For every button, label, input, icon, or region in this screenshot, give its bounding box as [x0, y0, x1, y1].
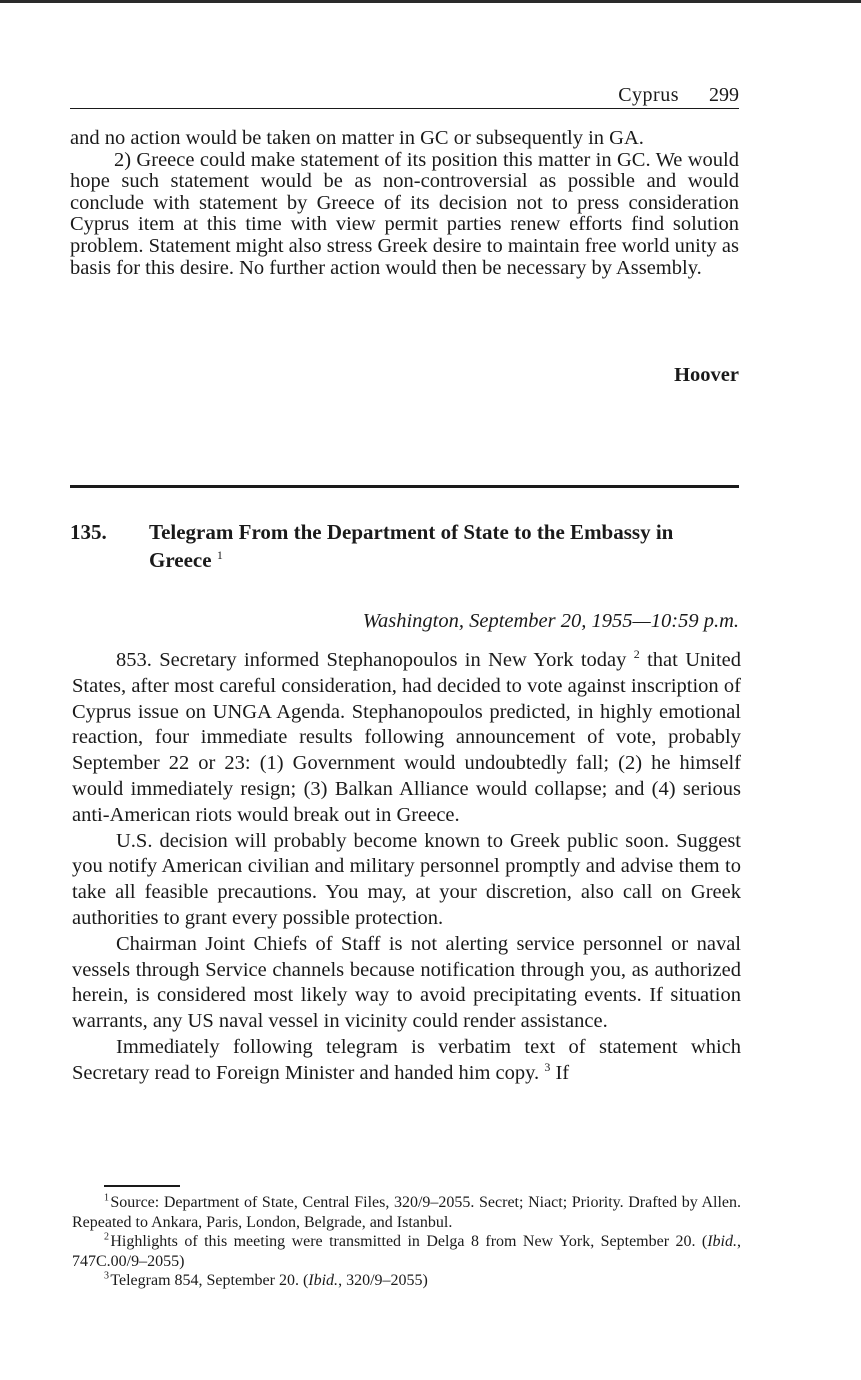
document-number: 135.	[70, 520, 107, 544]
page-number: 299	[709, 84, 739, 106]
continued-paragraph-1: and no action would be taken on matter in GC or subsequently in GA.	[70, 127, 644, 149]
footnote-3	[72, 1271, 741, 1291]
document-title	[149, 518, 739, 574]
signature: Hoover	[674, 364, 739, 386]
continued-paragraph-2: 2) Greece could make statement of its position this matter in GC. We would hope such statement would be as non-controversial as possible and would conclude with statement by Greece of its decision not to press consideration Cyprus item at this time with view permit parties renew efforts find solution problem. Statement might also stress Greek desire to maintain free world unity as basis for this desire. No further action would then be necessary by Assembly.	[70, 148, 739, 279]
footnote-2-text-a: Highlights of this meeting were transmitted in Delga 8 from New York, September 20. (	[110, 1233, 708, 1250]
body-paragraph-3: Chairman Joint Chiefs of Staff is not alerting service personnel or naval vessels through Service channels because notification through you, as authorized herein, is considered most likely way to avoid precipitating events. If situation warrants, any US naval vessel in vicinity could render assistance.	[72, 932, 741, 1033]
continued-text	[70, 128, 739, 279]
footnotes	[72, 1193, 741, 1291]
footnote-ref-3: 3	[544, 1059, 551, 1074]
document-title-text: Telegram From the Department of State to the Embassy in Greece	[149, 520, 674, 572]
body-paragraph-4-part-b: If	[550, 1061, 570, 1084]
footnote-2-text-b: , 747C.00/9–2055)	[72, 1233, 741, 1270]
body-paragraph-4	[72, 1035, 741, 1087]
footnote-2-ibid: Ibid.	[707, 1233, 737, 1250]
document-heading	[70, 518, 739, 574]
top-edge-border	[0, 0, 861, 3]
footnote-ref-2: 2	[633, 647, 640, 662]
running-head-title: Cyprus	[618, 84, 679, 106]
footnote-1	[72, 1193, 741, 1232]
footnote-3-ibid: Ibid.	[308, 1272, 339, 1289]
footnote-ref-1: 1	[216, 548, 223, 562]
footnote-1-text: Source: Department of State, Central Files, 320/9–2055. Secret; Niact; Priority. Drafted by Allen. Repeated to Ankara, Paris, London, Belgrade, and Istanbul.	[72, 1194, 741, 1231]
body-paragraph-1-part-b: that United States, after most careful consideration, had decided to vote against inscription of Cyprus issue on UNGA Agenda. Stephanopoulos predicted, in highly emotional reaction, four immediate results following announcement of vote, probably September 22 or 23: (1) Government would undoubtedly fall; (2) he himself would immediately resign; (3) Balkan Alliance would collapse; and (4) serious anti-American riots would break out in Greece.	[72, 649, 741, 826]
footnote-2-mark: 2	[104, 1231, 109, 1243]
footnote-rule	[104, 1185, 180, 1187]
body-paragraph-1	[72, 648, 741, 829]
body-paragraph-4-part-a: Immediately following telegram is verbatim text of statement which Secretary read to Foreign Minister and handed him copy.	[72, 1035, 741, 1084]
footnote-2	[72, 1232, 741, 1271]
footnote-3-text-b: , 320/9–2055)	[338, 1272, 428, 1289]
body-paragraph-2: U.S. decision will probably become known to Greek public soon. Suggest you notify American civilian and military personnel promptly and advise them to take all feasible precautions. You may, at your discretion, also call on Greek authorities to grant every possible protection.	[72, 829, 741, 929]
body-paragraph-1-part-a: 853. Secretary informed Stephanopoulos in New York today	[116, 649, 627, 671]
dateline: Washington, September 20, 1955—10:59 p.m.	[362, 610, 739, 632]
footnote-1-mark: 1	[104, 1192, 109, 1204]
telegram-body	[72, 648, 741, 1087]
footnote-3-mark: 3	[104, 1270, 109, 1282]
section-divider	[70, 485, 739, 488]
running-head	[70, 84, 739, 109]
footnote-3-text-a: Telegram 854, September 20. (	[110, 1272, 309, 1289]
